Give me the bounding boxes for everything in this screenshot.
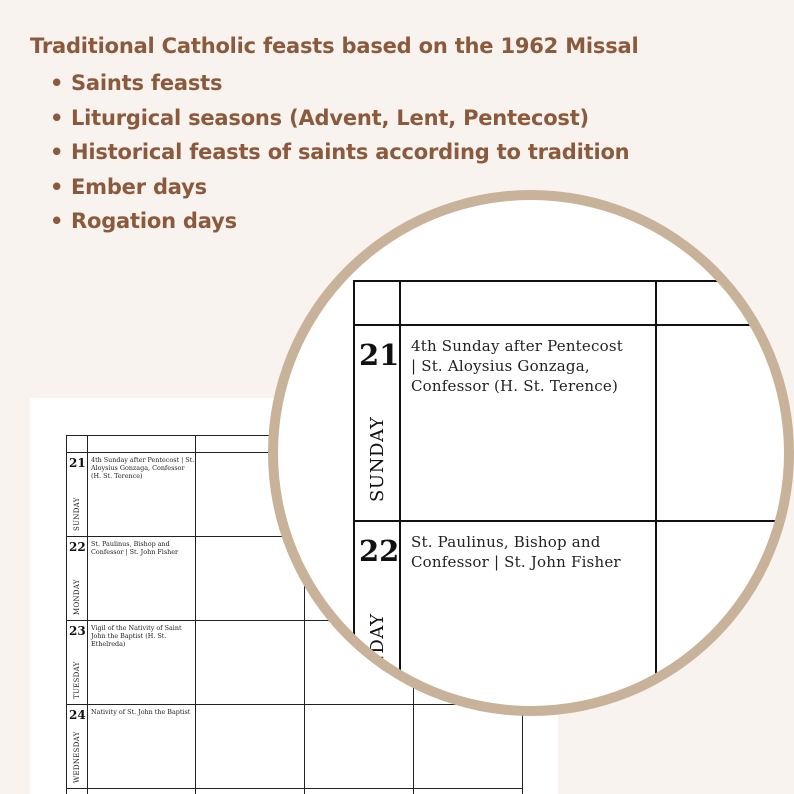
grid-line [87, 435, 88, 794]
magnified-view [278, 200, 784, 706]
feast-text: 4th Sunday after Pentecost | St. Aloysius Gonzaga, Confessor (H. St. Terence) [411, 337, 623, 395]
weekday-label: TUESDAY [73, 661, 81, 699]
feature-item: • Rogation days [50, 204, 629, 239]
grid-line [353, 280, 355, 706]
feast-text: Nativity of St. John the Baptist [91, 708, 191, 716]
weekday-label: SUNDAY [73, 497, 81, 531]
grid-line [353, 324, 784, 326]
magnifier-ring [268, 190, 794, 716]
date-number: 22 [69, 540, 86, 554]
feature-item: • Ember days [50, 170, 629, 205]
grid-line [66, 788, 523, 789]
bullet: • [50, 174, 64, 199]
weekday-label: SUNDAY [367, 416, 388, 502]
feast-text: 4th Sunday after Pentecost | St. Aloysius Gonzaga, Confessor (H. St. Terence) [91, 456, 195, 480]
weekday-label: WEDNESDAY [73, 731, 81, 783]
grid-line [66, 435, 67, 794]
feast-text: St. Paulinus, Bishop and Confessor | St. John Fisher [91, 540, 179, 556]
grid-line [353, 520, 784, 522]
feature-item: • Historical feasts of saints according to tradition [50, 135, 629, 170]
feature-item: • Liturgical seasons (Advent, Lent, Pentecost) [50, 101, 629, 136]
bullet: • [50, 105, 64, 130]
bullet: • [50, 209, 64, 233]
feast-text: Vigil of the Nativity of Saint John the Baptist (H. St. Ethelreda) [91, 624, 182, 648]
weekday-label: NDAY [367, 613, 388, 670]
page-heading: Traditional Catholic feasts based on the 1962 Missal [30, 34, 639, 58]
feast-text: St. Paulinus, Bishop and Confessor | St. John Fisher [411, 533, 621, 571]
date-number: 21 [69, 456, 86, 470]
bullet: • [50, 140, 64, 164]
grid-line [195, 435, 196, 794]
date-number: 24 [69, 708, 86, 722]
date-number: 23 [69, 624, 86, 638]
grid-line [353, 280, 784, 282]
date-number: 21 [359, 338, 400, 372]
feature-item: • Saints feasts [50, 66, 629, 101]
grid-line [655, 280, 657, 706]
weekday-label: MONDAY [73, 579, 81, 615]
bullet: • [50, 71, 64, 95]
date-number: 22 [359, 534, 400, 568]
